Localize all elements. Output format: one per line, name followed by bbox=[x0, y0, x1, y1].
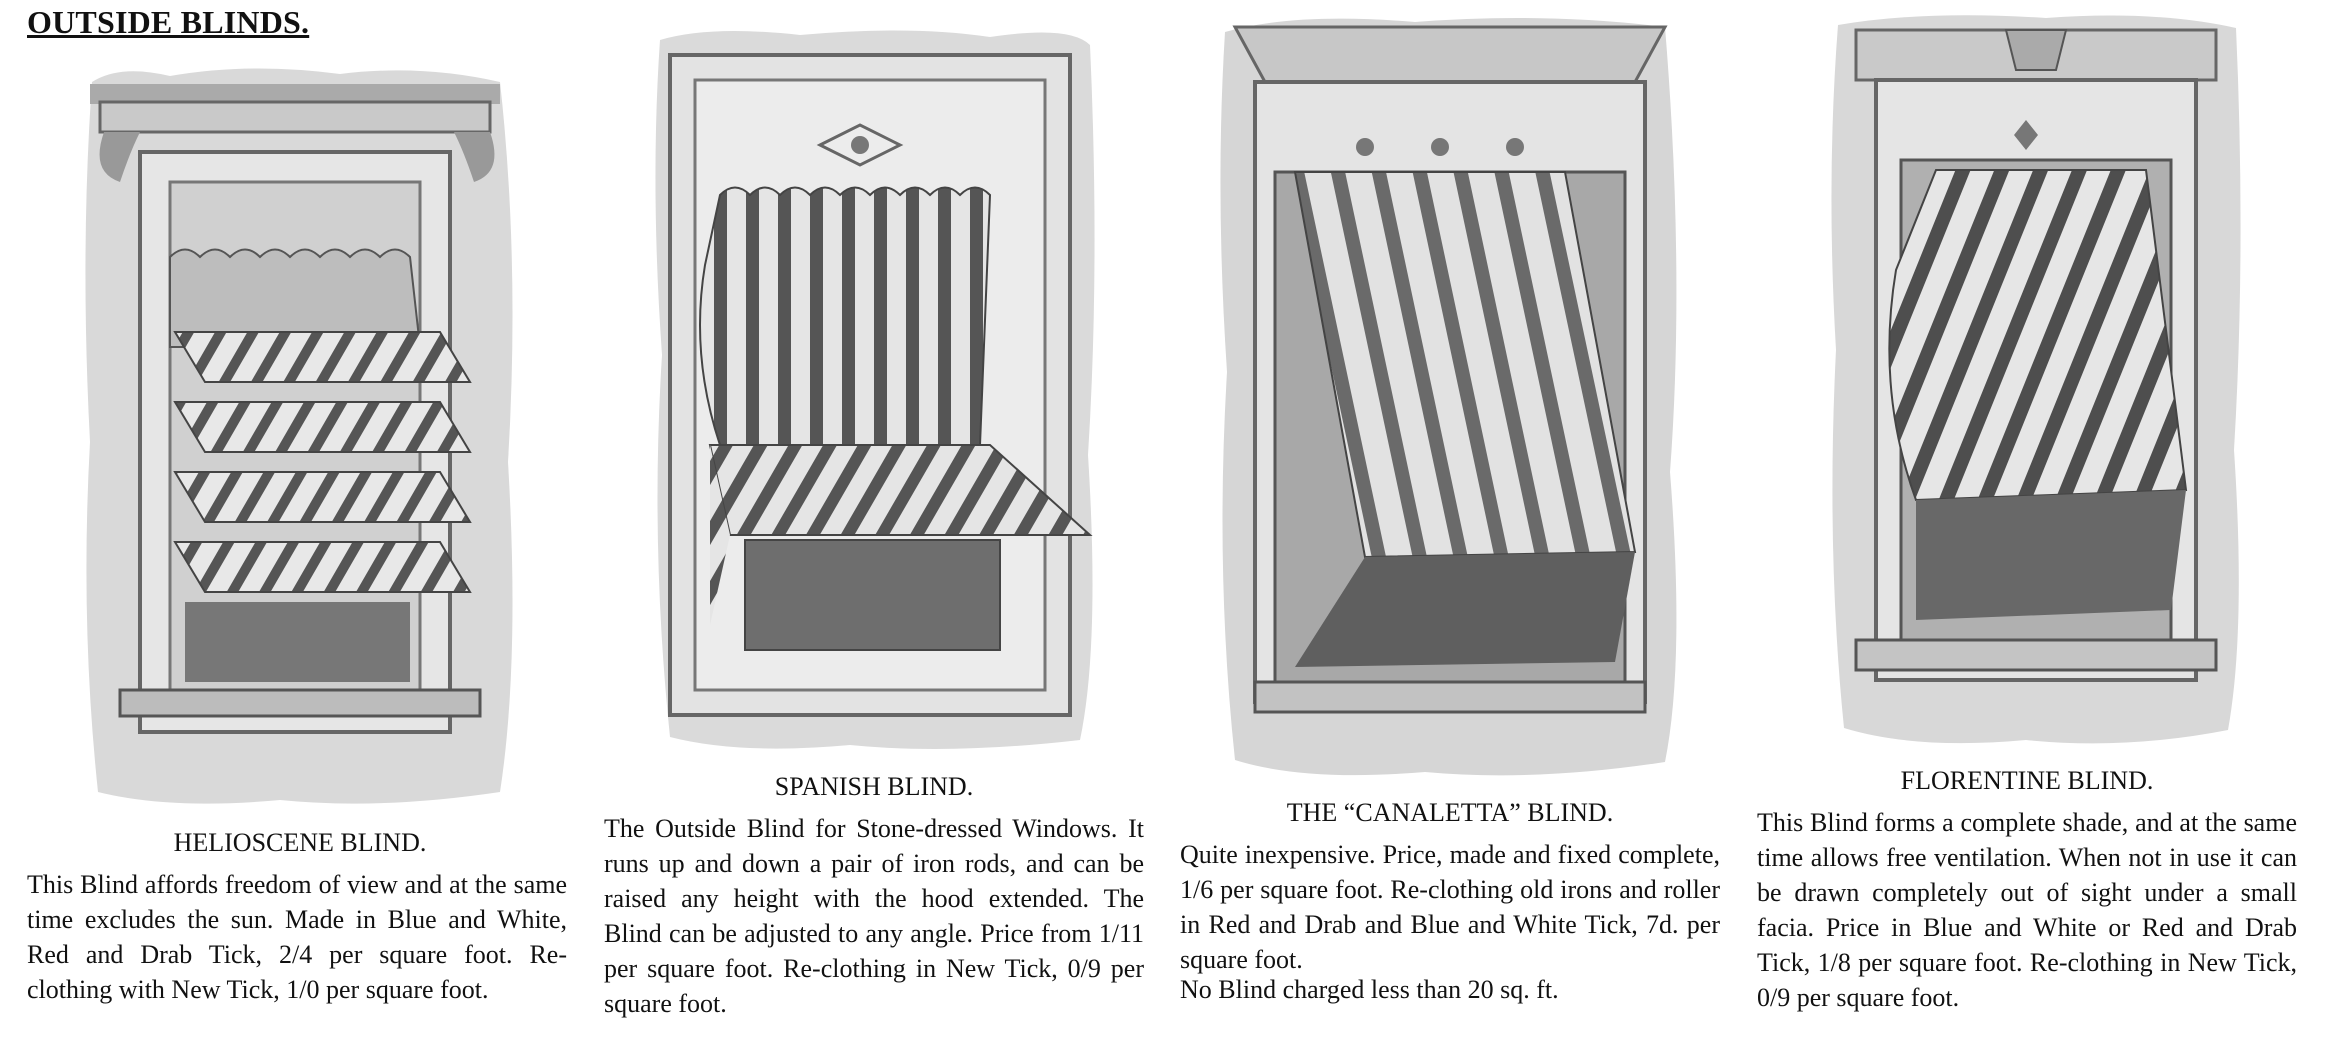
helioscene-title: HELIOSCENE BLIND. bbox=[173, 828, 427, 857]
spanish-illustration bbox=[650, 25, 1100, 755]
florentine-title: FLORENTINE BLIND. bbox=[1900, 766, 2154, 795]
florentine-illustration bbox=[1826, 10, 2246, 750]
canaletta-illustration bbox=[1215, 12, 1685, 782]
page-title: OUTSIDE BLINDS. bbox=[27, 4, 310, 40]
canaletta-note: No Blind charged less than 20 sq. ft. bbox=[1180, 975, 1559, 1004]
helioscene-illustration bbox=[80, 62, 520, 812]
canaletta-title: THE “CANALETTA” BLIND. bbox=[1286, 798, 1614, 827]
spanish-description: The Outside Blind for Stone-dressed Windows. It runs up and down a pair of iron rods, and can be raised any height with the hood extended. The Blind can be adjusted to any angle. Price from 1/11 per square foot. Re-clothing in New Tick, 0/9 per square foot. bbox=[604, 814, 1144, 1018]
florentine-description: This Blind forms a complete shade, and at the same time allows free ventilation. When not in use it can be drawn completely out of sight under a small facia. Price in Blue and White or Red and Drab Tick, 1/8 per square foot. Re-clothing in New Tick, 0/9 per square foot. bbox=[1757, 808, 2297, 1012]
spanish-title: SPANISH BLIND. bbox=[774, 772, 974, 801]
canaletta-description: Quite inexpensive. Price, made and fixed complete, 1/6 per square foot. Re-clothing old irons and roller in Red and Drab and Blue and White Tick, 7d. per square foot. bbox=[1180, 840, 1720, 974]
helioscene-description: This Blind affords freedom of view and at the same time excludes the sun. Made in Blue and White, Red and Drab Tick, 2/4 per square foot. Re-clothing with New Tick, 1/0 per square foot. bbox=[27, 870, 567, 1004]
